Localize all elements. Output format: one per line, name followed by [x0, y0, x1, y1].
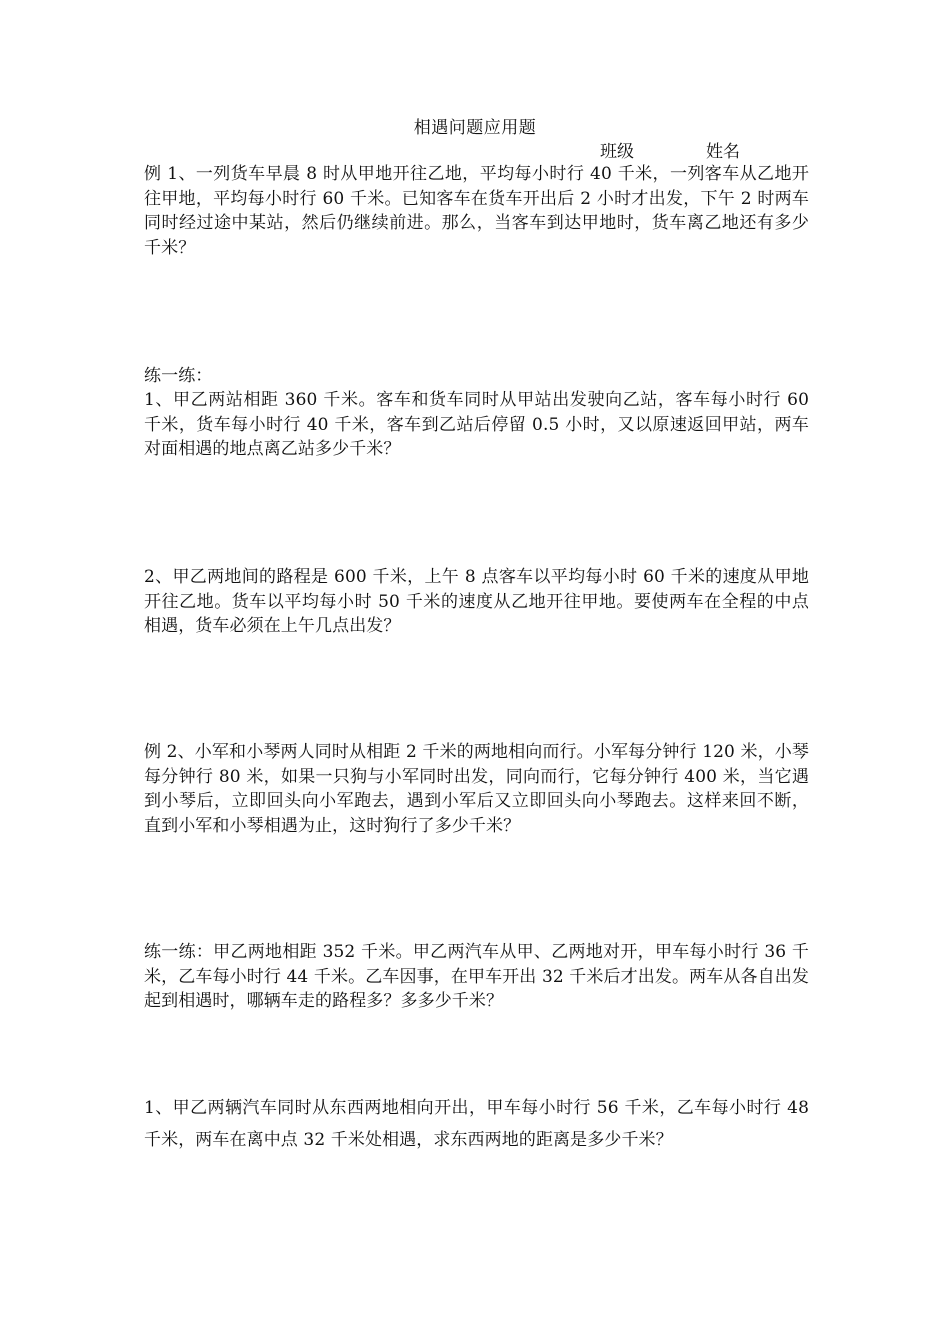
example-1-paragraph: 例 1、一列货车早晨 8 时从甲地开往乙地，平均每小时行 40 千米，一列客车从乙地开往甲地，平均每小时行 60 千米。已知客车在货车开出后 2 小时才出发，下午 2 时两车同时经过途中某站，然后仍继续前进。那么，当客车到达甲地时，货车离乙地还有多少千米？ — [144, 164, 809, 258]
practice-problem-2: 2、甲乙两地间的路程是 600 千米，上午 8 点客车以平均每小时 60 千米的速度从甲地开往乙地。货车以平均每小时 50 千米的速度从乙地开往甲地。要使两车在全程的中点相遇，货车必须在上午几点出发？ — [144, 567, 809, 636]
practice-problem-1: 1、甲乙两站相距 360 千米。客车和货车同时从甲站出发驶向乙站，客车每小时行 60 千米，货车每小时行 40 千米，客车到乙站后停留 0.5 小时，又以原速返回甲站，两车对面相遇的地点离乙站多少千米？ — [144, 390, 809, 459]
practice-heading: 练一练： — [144, 366, 213, 386]
practice-problem-3: 练一练：甲乙两地相距 352 千米。甲乙两汽车从甲、乙两地对开，甲车每小时行 36 千米，乙车每小时行 44 千米。乙车因事，在甲车开出 32 千米后才出发。两车从各自出发起到相遇时，哪辆车走的路程多？多多少千米？ — [144, 942, 809, 1011]
practice-problem-4: 1、甲乙两辆汽车同时从东西两地相向开出，甲车每小时行 56 千米，乙车每小时行 48 千米，两车在离中点 32 千米处相遇，求东西两地的距离是多少千米？ — [144, 1098, 809, 1150]
example-2-paragraph: 例 2、小军和小琴两人同时从相距 2 千米的两地相向而行。小军每分钟行 120 米，小琴每分钟行 80 米，如果一只狗与小军同时出发，同向而行，它每分钟行 400 米，当它遇到小琴后，立即回头向小军跑去，遇到小军后又立即回头向小琴跑去。这样来回不断，直到小军和小琴相遇为止，这时狗行了多少千米？ — [144, 742, 809, 836]
class-label: 班级 — [600, 142, 634, 162]
document-title: 相遇问题应用题 — [413, 118, 537, 138]
name-label: 姓名 — [706, 142, 740, 162]
